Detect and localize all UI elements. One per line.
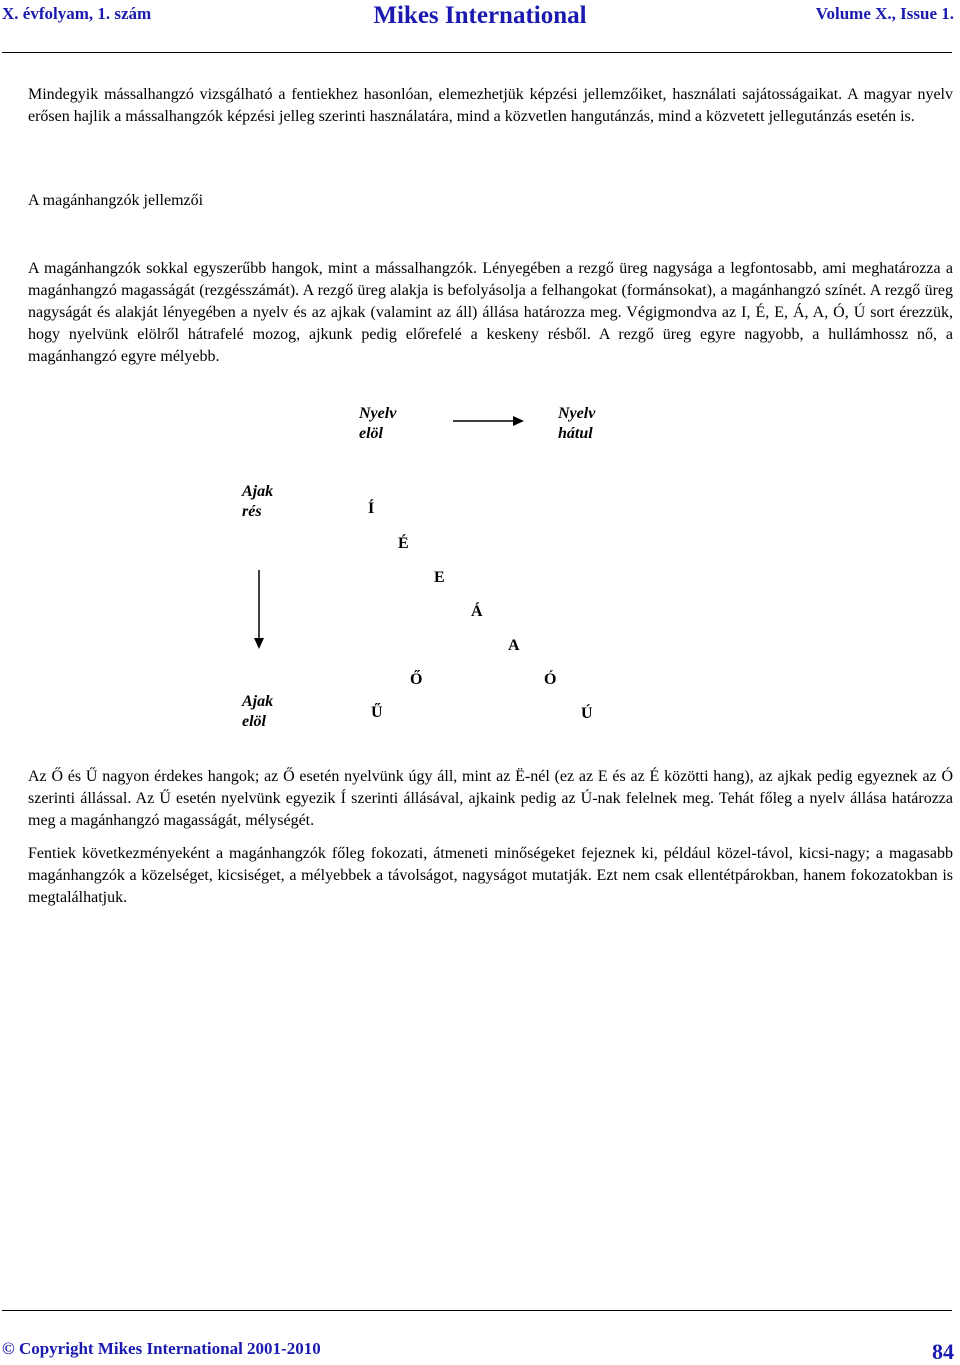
footer-copyright: © Copyright Mikes International 2001-2010 (2, 1339, 321, 1358)
vowel-e: E (434, 569, 445, 586)
header-journal-title: Mikes International (373, 2, 587, 29)
vowel-o-long: Ó (544, 671, 557, 688)
label-tongue-back-line2: hátul (558, 425, 593, 442)
label-lips-front-line2: elöl (242, 713, 266, 730)
label-lips-slit-line1: Ajak (242, 483, 274, 500)
header-volume-hu: X. évfolyam, 1. szám (2, 4, 152, 23)
paragraph-consequences: Fentiek következményeként a magánhangzók főleg fokozati, átmeneti minőségeket fejeznek ki, például közel-távol, kicsi-nagy; a magasabb magánhangzók a közelséget, kicsiséget, a mélyebbek a távolságot, nagyságot mutatják. Ezt nem csak ellentétpárokban, hanem fokozatokban is megtalálhatjuk. (28, 845, 953, 906)
label-lips-slit-line2: rés (242, 503, 262, 520)
vowel-a-long: Á (471, 603, 483, 620)
footer-rule (2, 1310, 952, 1311)
vowel-o-double-acute: Ő (410, 671, 423, 688)
paragraph-consonants: Mindegyik mássalhangzó vizsgálható a fentiekhez hasonlóan, elemezhetjük képzési jellemzőiket, használati sajátosságaikat. A magyar nyelv erősen hajlik a mássalhangzók képzési jelleg szerinti használatára, mind a közvetlen hangutánzás, mind a közvetett jellegutánzás esetén is. (28, 86, 953, 125)
label-lips-slit (242, 482, 273, 522)
label-lips-front (242, 692, 273, 732)
section-heading: A magánhangzók jellemzői (28, 192, 204, 209)
paragraph-o-u-vowels: Az Ő és Ű nagyon érdekes hangok; az Ő esetén nyelvünk úgy áll, mint az Ë-nél (ez az E és az É közötti hang), az ajkak pedig egyeznek az Ó szerinti állással. Az Ű esetén nyelvünk egyezik Í szerinti állásával, ajkaink pedig az Ú-nak felelnek meg. Tehát főleg a nyelv állása határozza meg a magánhangzó magasságát, mélységét. (28, 768, 953, 829)
arrow-down-icon (254, 570, 264, 649)
vowel-a: A (508, 637, 520, 654)
vowel-e-long: É (398, 535, 409, 552)
vowel-u-double-acute: Ű (371, 704, 383, 721)
label-tongue-front-line1: Nyelv (359, 405, 397, 422)
label-tongue-back-line1: Nyelv (558, 405, 596, 422)
label-lips-front-line1: Ajak (242, 693, 274, 710)
arrow-right-icon (453, 416, 524, 426)
vowel-u-long: Ú (581, 705, 593, 722)
label-tongue-front-line2: elöl (359, 425, 383, 442)
vowel-i-long: Í (368, 500, 375, 517)
paragraph-vowels-intro: A magánhangzók sokkal egyszerűbb hangok, mint a mássalhangzók. Lényegében a rezgő üreg nagysága a legfontosabb, ami meghatározza a magánhangzó magasságát (rezgésszámát). A rezgő üreg alakja is befolyásolja a felhangokat (formánsokat), a magánhangzó színét. A rezgő üreg nagyságát és alakját lényegében a nyelv és az ajkak (valamint az áll) állása határozza meg. Végigmondva az I, É, E, Á, A, Ó, Ú sort érezzük, hogy nyelvünk elölről hátrafelé mozog, ajkunk pedig előrefelé a keskeny résből. A rezgő üreg egyre nagyobb, a hullámhossz nő, a magánhangzó egyre mélyebb. (28, 260, 953, 365)
header-volume-en: Volume X., Issue 1. (815, 4, 954, 23)
page-number: 84 (932, 1339, 954, 1364)
